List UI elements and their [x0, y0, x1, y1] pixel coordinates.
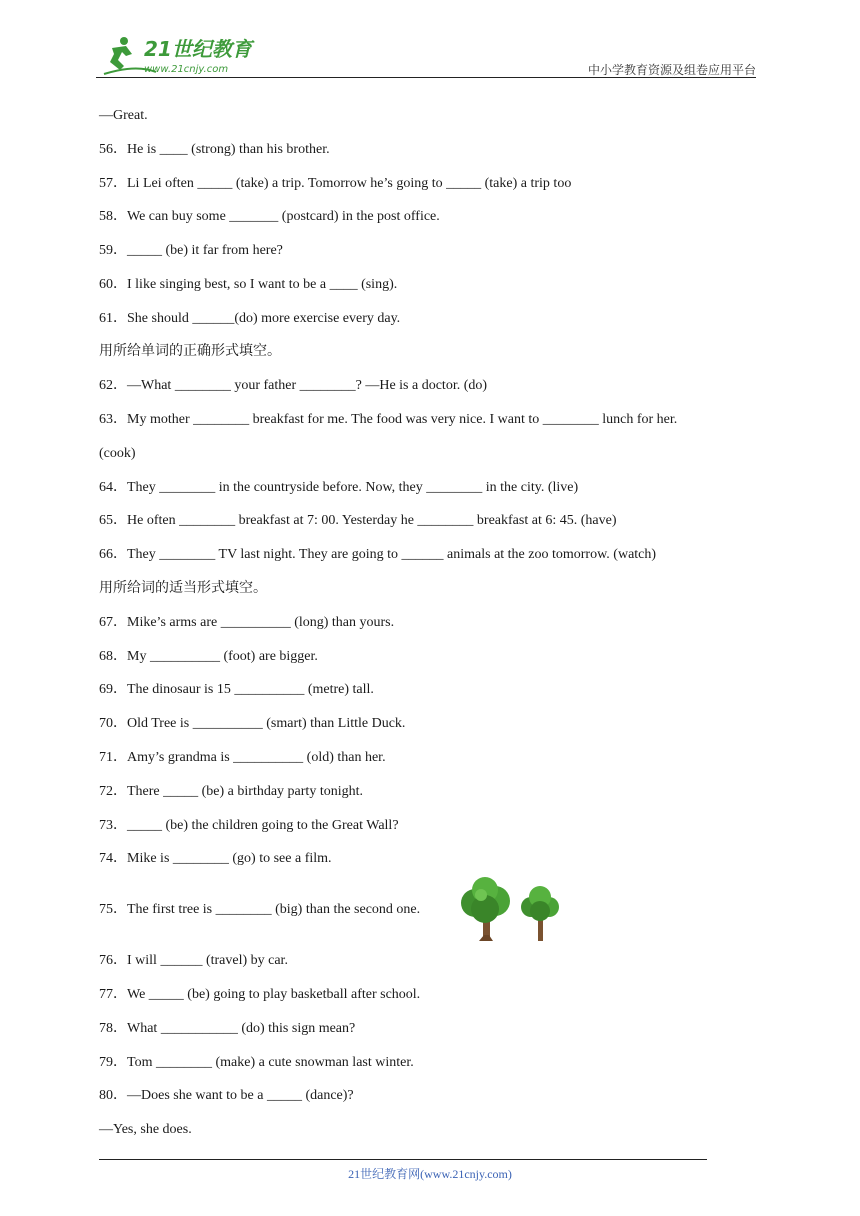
question-65: 65．He often ________ breakfast at 7: 00. Yesterday he ________ breakfast at 6: 45. (have) — [99, 513, 617, 528]
question-69: 69．The dinosaur is 15 __________ (metre) tall. — [99, 682, 374, 697]
footer-text: 21世纪教育网(www.21cnjy.com) — [348, 1167, 512, 1181]
answer-line: —Yes, she does. — [99, 1122, 192, 1137]
question-57: 57．Li Lei often _____ (take) a trip. Tomorrow he’s going to _____ (take) a trip too — [99, 176, 572, 191]
question-72: 72．There _____ (be) a birthday party tonight. — [99, 784, 363, 799]
question-74: 74．Mike is ________ (go) to see a film. — [99, 851, 332, 866]
question-58: 58．We can buy some _______ (postcard) in the post office. — [99, 209, 440, 224]
answer-line: —Great. — [99, 108, 148, 123]
question-78: 78．What ___________ (do) this sign mean? — [99, 1021, 356, 1036]
question-67: 67．Mike’s arms are __________ (long) than yours. — [99, 615, 395, 630]
question-80: 80．—Does she want to be a _____ (dance)? — [99, 1088, 354, 1103]
platform-name: 中小学教育资源及组卷应用平台 — [587, 63, 756, 77]
question-63: 63．My mother ________ breakfast for me. The food was very nice. I want to ________ lunch for her. — [99, 412, 678, 427]
question-77: 77．We _____ (be) going to play basketball after school. — [99, 987, 421, 1002]
question-59: 59．_____ (be) it far from here? — [99, 243, 283, 258]
question-62: 62．—What ________ your father ________? —He is a doctor. (do) — [99, 378, 488, 393]
question-76: 76．I will ______ (travel) by car. — [99, 953, 288, 968]
page-header — [96, 34, 756, 78]
logo-21cnjy — [96, 34, 266, 78]
trees-illustration — [455, 877, 567, 943]
header-divider — [96, 77, 756, 78]
question-68: 68．My __________ (foot) are bigger. — [99, 649, 318, 664]
question-60: 60．I like singing best, so I want to be a ____ (sing). — [99, 277, 398, 292]
footer-divider — [99, 1159, 707, 1160]
section-instruction: 用所给单词的正确形式填空。 — [99, 344, 281, 359]
question-73: 73．_____ (be) the children going to the Great Wall? — [99, 818, 399, 833]
question-71: 71．Amy’s grandma is __________ (old) than her. — [99, 750, 386, 765]
section-instruction: 用所给词的适当形式填空。 — [99, 581, 267, 596]
svg-text:21世纪教育: 21世纪教育 — [144, 37, 252, 61]
question-56: 56．He is ____ (strong) than his brother. — [99, 142, 330, 157]
question-61: 61．She should ______(do) more exercise every day. — [99, 311, 401, 326]
question-75: 75．The first tree is ________ (big) than the second one. — [99, 902, 421, 917]
question-66: 66．They ________ TV last night. They are going to ______ animals at the zoo tomorrow. (watch) — [99, 547, 657, 562]
question-64: 64．They ________ in the countryside before. Now, they ________ in the city. (live) — [99, 480, 579, 495]
svg-text:www.21cnjy.com: www.21cnjy.com — [144, 64, 229, 75]
question-63-cont: (cook) — [99, 446, 136, 461]
question-79: 79．Tom ________ (make) a cute snowman last winter. — [99, 1055, 414, 1070]
question-70: 70．Old Tree is __________ (smart) than Little Duck. — [99, 716, 406, 731]
